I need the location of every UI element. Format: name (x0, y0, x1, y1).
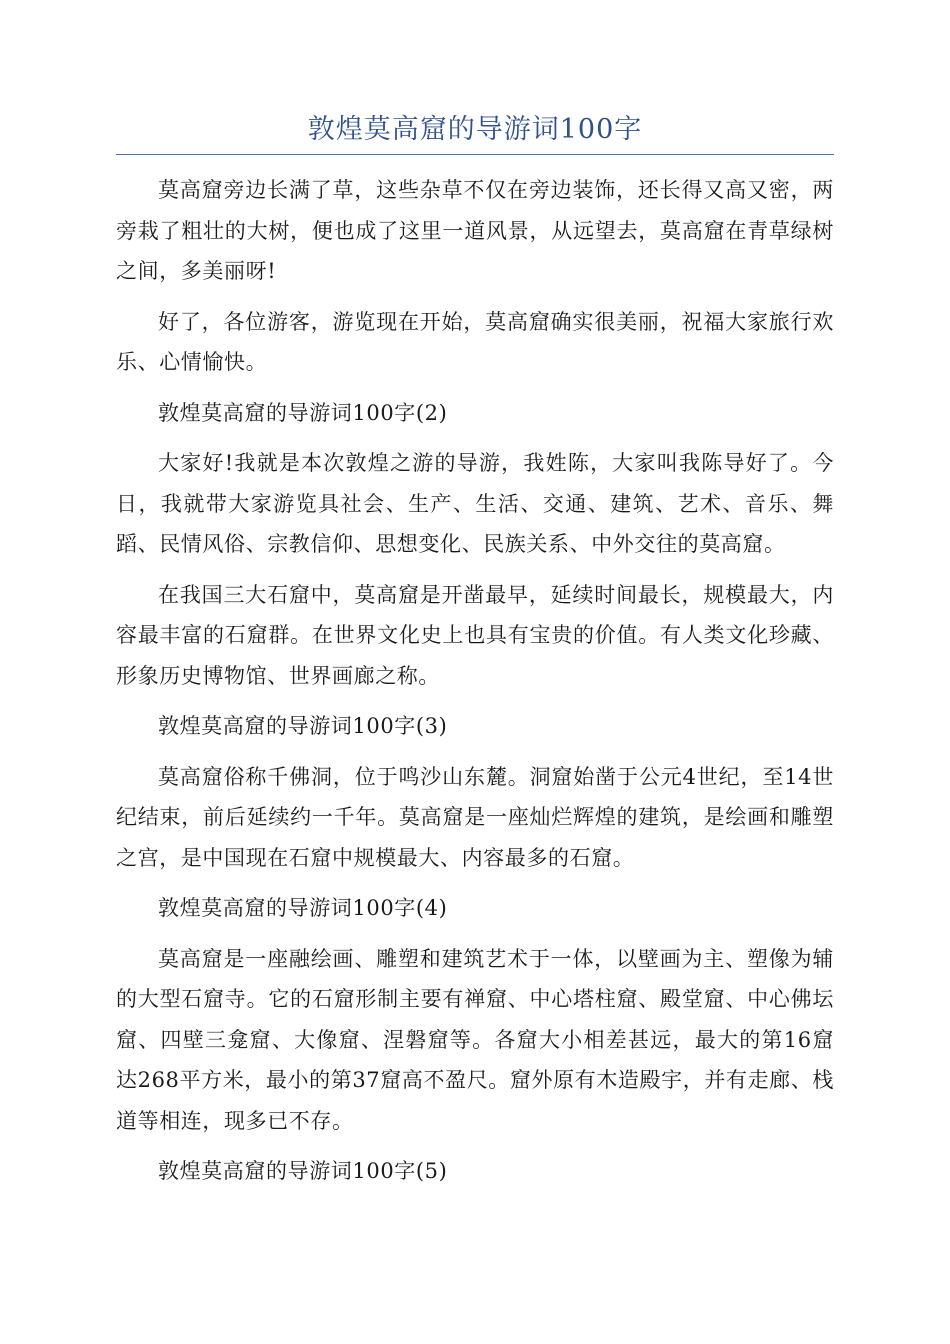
section-heading-4: 敦煌莫高窟的导游词100字(4) (158, 896, 448, 920)
section-heading-5: 敦煌莫高窟的导游词100字(5) (158, 1159, 448, 1183)
paragraph-2: 好了，各位游客，游览现在开始，莫高窟确实很美丽，祝福大家旅行欢乐、心情愉快。 (116, 309, 834, 374)
title-underline (116, 154, 834, 155)
paragraph-4: 在我国三大石窟中，莫高窟是开凿最早，延续时间最长，规模最大，内容最丰富的石窟群。在世界文化史上也具有宝贵的价值。有人类文化珍藏、形象历史博物馆、世界画廊之称。 (116, 582, 834, 688)
document-title: 敦煌莫高窟的导游词100字 (307, 114, 643, 145)
section-heading-2: 敦煌莫高窟的导游词100字(2) (158, 400, 448, 425)
paragraph-6: 莫高窟是一座融绘画、雕塑和建筑艺术于一体，以壁画为主、塑像为辅的大型石窟寺。它的石窟形制主要有禅窟、中心塔柱窟、殿堂窟、中心佛坛窟、四壁三龛窟、大像窟、涅磐窟等。各窟大小相差甚远，最大的第16窟达268平方米，最小的第37窟高不盈尺。窟外原有木造殿宇，并有走廊、栈道等相连，现多已不存。 (116, 946, 834, 1133)
section-heading-3: 敦煌莫高窟的导游词100字(3) (158, 714, 448, 738)
paragraph-3: 大家好!我就是本次敦煌之游的导游，我姓陈，大家叫我陈导好了。今日，我就带大家游览具社会、生产、生活、交通、建筑、艺术、音乐、舞蹈、民情风俗、宗教信仰、思想变化、民族关系、中外交往的莫高窟。 (116, 451, 834, 556)
paragraph-5: 莫高窟俗称千佛洞，位于鸣沙山东麓。洞窟始凿于公元4世纪，至14世纪结束，前后延续约一千年。莫高窟是一座灿烂辉煌的建筑，是绘画和雕塑之宫，是中国现在石窟中规模最大、内容最多的石窟。 (116, 764, 834, 870)
document-body (116, 170, 834, 1202)
paragraph-1: 莫高窟旁边长满了草，这些杂草不仅在旁边装饰，还长得又高又密，两旁栽了粗壮的大树，便也成了这里一道风景，从远望去，莫高窟在青草绿树之间，多美丽呀! (116, 178, 834, 283)
